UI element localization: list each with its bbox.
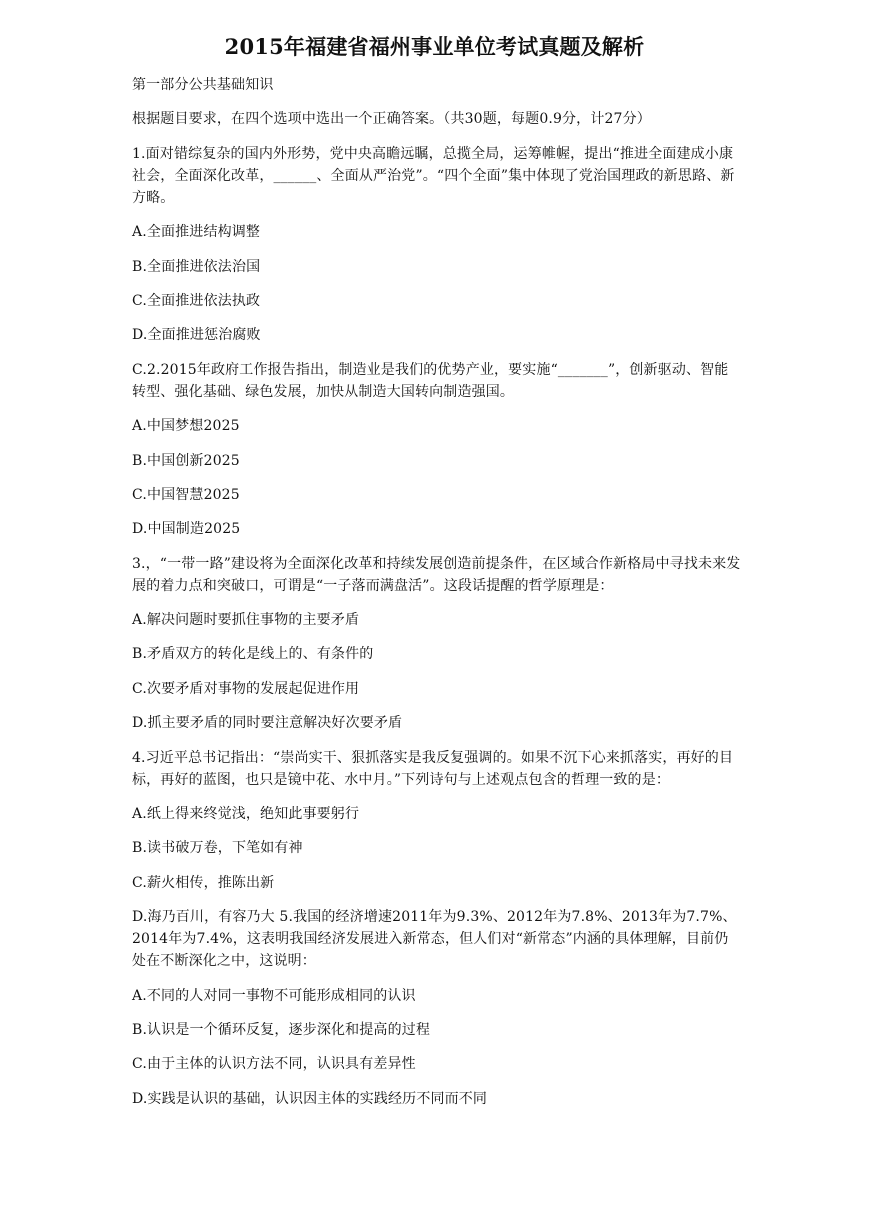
question-3-option-b: B.矛盾双方的转化是线上的、有条件的 <box>132 646 374 663</box>
question-4-option-a: A.纸上得来终觉浅，绝知此事要躬行 <box>132 806 360 823</box>
document-title: 2015年福建省福州事业单位考试真题及解析 <box>224 34 645 59</box>
question-4-stem: 4.习近平总书记指出：“崇尚实干、狠抓落实是我反复强调的。如果不沉下心来抓落实，再好的目标，再好的蓝图，也只是镜中花、水中月。”下列诗句与上述观点包含的哲理一致的是： <box>132 749 734 788</box>
question-2-stem: C.2.2015年政府工作报告指出，制造业是我们的优势产业，要实施“_______”，创新驱动、智能转型、强化基础、绿色发展，加快从制造大国转向制造强国。 <box>132 361 729 400</box>
section-heading: 第一部分公共基础知识 <box>132 77 274 93</box>
question-2-option-b: B.中国创新2025 <box>132 452 240 469</box>
question-3-stem: 3.，“一带一路”建设将为全面深化改革和持续发展创造前提条件，在区域合作新格局中寻找未来发展的着力点和突破口，可谓是“一子落而满盘活”。这段话提醒的哲学原理是： <box>132 555 741 594</box>
question-4-option-c: C.薪火相传，推陈出新 <box>132 874 275 891</box>
question-5-option-b: B.认识是一个循环反复，逐步深化和提高的过程 <box>132 1021 431 1038</box>
question-5-option-a: A.不同的人对同一事物不可能形成相同的认识 <box>132 987 416 1004</box>
instructions-text: 根据题目要求，在四个选项中选出一个正确答案。（共30题，每题0.9分，计27分） <box>132 111 651 128</box>
question-3-option-a: A.解决问题时要抓住事物的主要矛盾 <box>132 612 360 629</box>
question-4-option-b: B.读书破万卷，下笔如有神 <box>132 840 303 857</box>
question-1-option-d: D.全面推进惩治腐败 <box>132 327 261 344</box>
question-5-stem: D.海乃百川，有容乃大 5.我国的经济增速2011年为9.3%、2012年为7.8%、2013年为7.7%、2014年为7.4%，这表明我国经济发展进入新常态，但人们对“新常态”内涵的具体理解，目前仍处在不断深化之中，这说明： <box>132 909 737 970</box>
question-2-option-c: C.中国智慧2025 <box>132 486 240 503</box>
question-2-option-d: D.中国制造2025 <box>132 521 241 538</box>
question-3-option-c: C.次要矛盾对事物的发展起促进作用 <box>132 680 360 697</box>
document-body <box>132 74 742 1122</box>
question-5-option-d: D.实践是认识的基础，认识因主体的实践经历不同而不同 <box>132 1090 488 1107</box>
question-5-option-c: C.由于主体的认识方法不同，认识具有差异性 <box>132 1056 416 1073</box>
question-1-option-b: B.全面推进依法治国 <box>132 258 261 275</box>
question-1-option-c: C.全面推进依法执政 <box>132 292 261 309</box>
question-2-option-a: A.中国梦想2025 <box>132 418 240 435</box>
question-3-option-d: D.抓主要矛盾的同时要注意解决好次要矛盾 <box>132 715 403 732</box>
question-1-option-a: A.全面推进结构调整 <box>132 224 261 241</box>
question-1-stem: 1.面对错综复杂的国内外形势，党中央高瞻远瞩，总揽全局，运筹帷幄，提出“推进全面建成小康社会，全面深化改革，______、全面从严治党”。“四个全面”集中体现了党治国理政的新思路、新方略。 <box>132 145 735 206</box>
